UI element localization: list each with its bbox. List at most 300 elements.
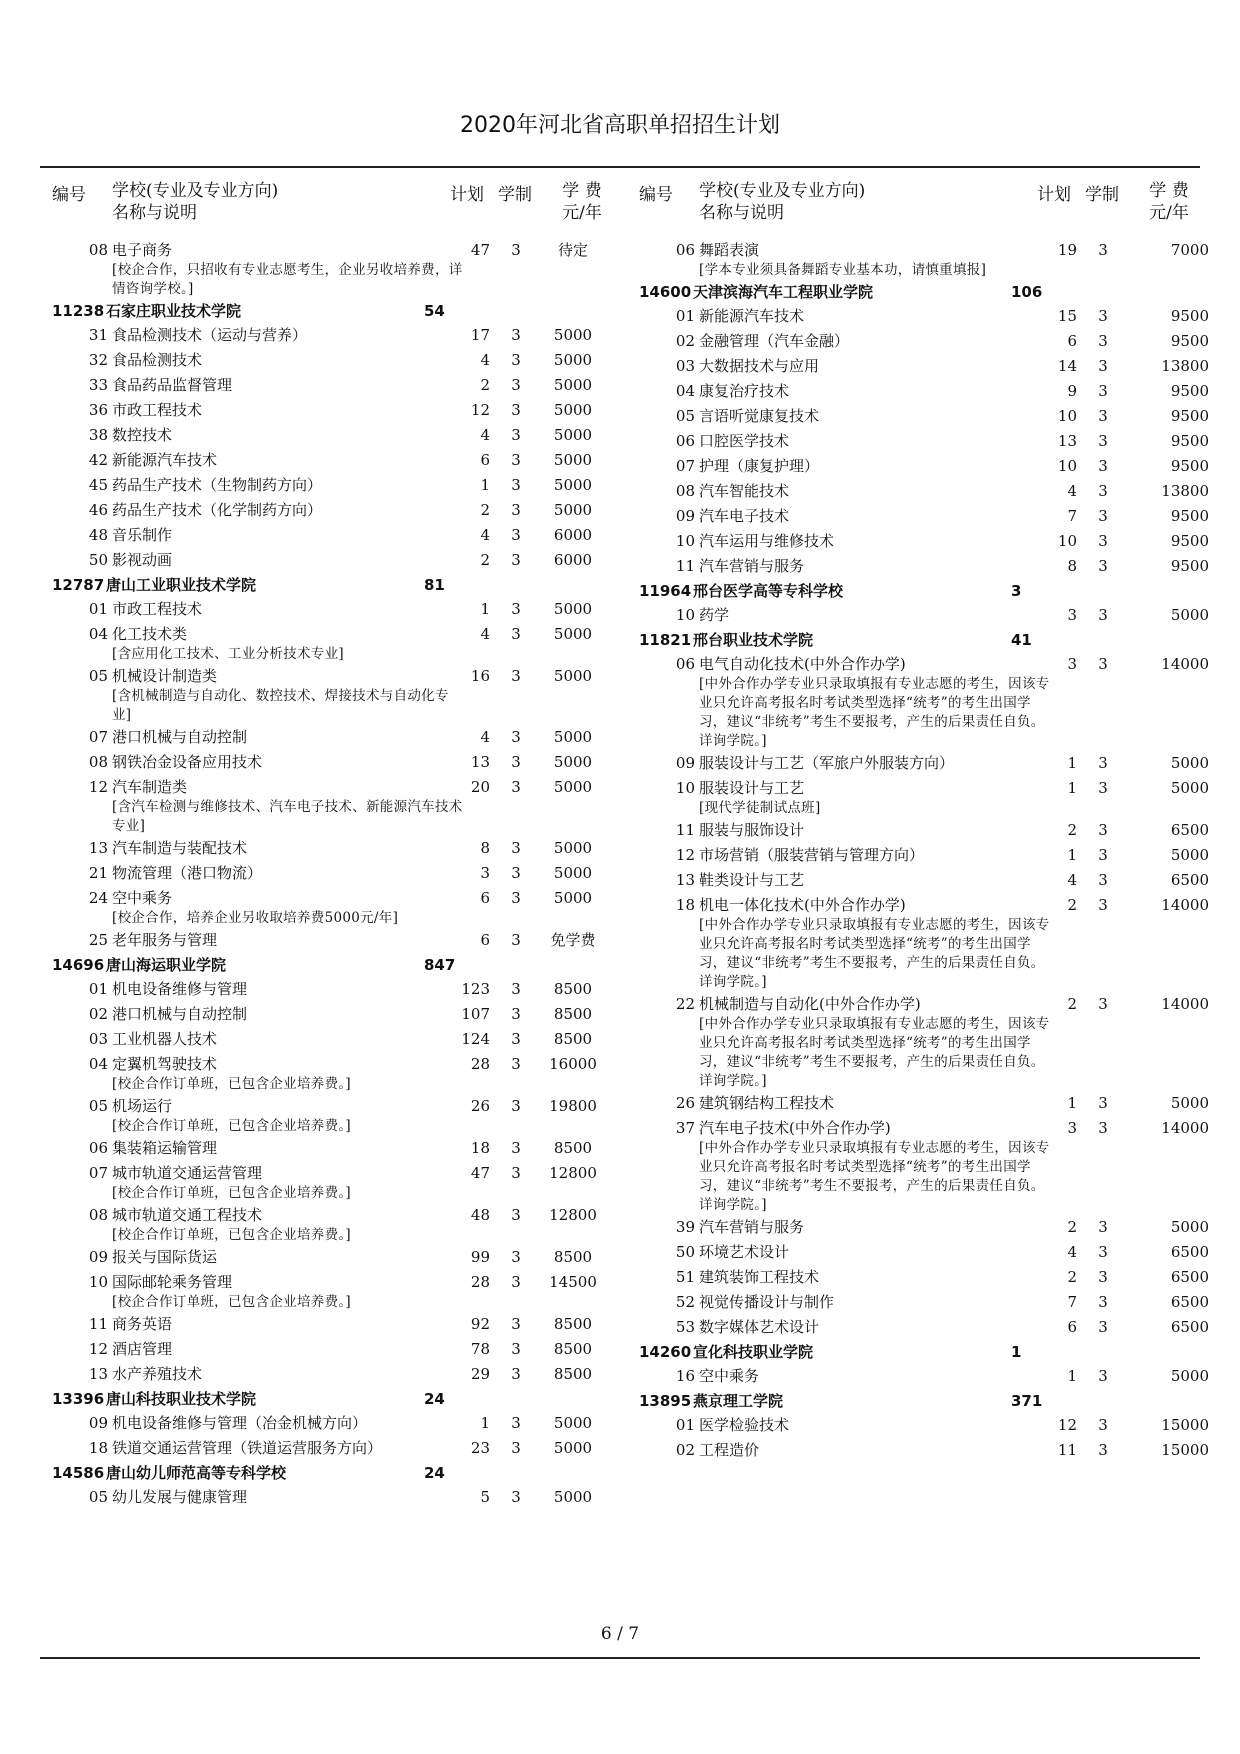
school-row (639, 282, 1224, 306)
program-name: 环境艺术设计 (699, 1243, 790, 1261)
school-id: 14696 (52, 956, 105, 974)
program-fee: 9500 (1170, 407, 1209, 425)
program-plan: 7 (1067, 507, 1077, 525)
program-plan: 11 (1057, 1441, 1077, 1459)
program-plan: 7 (1067, 1293, 1077, 1311)
program-row (52, 450, 637, 475)
program-fee: 14500 (549, 1273, 597, 1291)
program-code: 07 (675, 457, 695, 475)
program-code: 01 (88, 980, 108, 998)
program-years: 3 (1098, 557, 1108, 575)
program-years: 3 (1098, 332, 1108, 350)
program-row (52, 1205, 637, 1245)
program-name: 数字媒体艺术设计 (699, 1318, 820, 1336)
header-no: 编号 (52, 185, 86, 205)
program-plan: 48 (470, 1206, 490, 1224)
program-code: 02 (88, 1005, 108, 1023)
program-name: 汽车制造类 (112, 778, 188, 796)
program-fee: 5000 (553, 476, 593, 494)
school-name: 天津滨海汽车工程职业学院 (693, 283, 874, 301)
program-plan: 28 (470, 1055, 490, 1073)
program-code: 45 (88, 476, 108, 494)
program-fee: 5000 (1170, 1094, 1209, 1112)
footer-rule (40, 1657, 1200, 1659)
program-note: [学本专业须具备舞蹈专业基本功，请慎重填报] (699, 262, 987, 278)
program-row (52, 240, 637, 299)
program-plan: 2 (1067, 995, 1077, 1013)
program-fee: 5000 (1170, 779, 1209, 797)
school-plan: 41 (1011, 631, 1032, 649)
program-name: 金融管理（汽车金融） (699, 332, 850, 350)
left-rows (52, 240, 637, 1512)
program-plan: 1 (1067, 754, 1077, 772)
program-code: 51 (675, 1268, 695, 1286)
program-code: 08 (675, 482, 695, 500)
program-plan: 4 (480, 526, 490, 544)
school-row (639, 1342, 1224, 1366)
program-years: 3 (511, 376, 521, 394)
program-name: 机械制造与自动化(中外合作办学) (699, 995, 921, 1013)
program-name: 口腔医学技术 (699, 432, 790, 450)
program-row (639, 1242, 1224, 1267)
program-name: 汽车电子技术 (699, 507, 790, 525)
program-code: 13 (88, 839, 108, 857)
program-years: 3 (1098, 871, 1108, 889)
school-name: 宣化科技职业学院 (693, 1343, 814, 1361)
program-plan: 3 (480, 864, 490, 882)
program-name: 市政工程技术 (112, 401, 203, 419)
program-name: 汽车营销与服务 (699, 557, 805, 575)
program-plan: 3 (1067, 1119, 1077, 1137)
program-years: 3 (1098, 241, 1108, 259)
program-name: 空中乘务 (699, 1367, 760, 1385)
program-plan: 1 (1067, 779, 1077, 797)
program-name: 幼儿发展与健康管理 (112, 1488, 248, 1506)
program-row (52, 475, 637, 500)
program-fee: 5000 (553, 1439, 593, 1457)
program-fee: 14000 (1161, 896, 1209, 914)
program-row (52, 1413, 637, 1438)
program-plan: 6 (480, 889, 490, 907)
program-code: 02 (675, 332, 695, 350)
program-name: 视觉传播设计与制作 (699, 1293, 835, 1311)
program-plan: 107 (461, 1005, 490, 1023)
program-name: 食品检测技术（运动与营养） (112, 326, 308, 344)
program-name: 药品生产技术（化学制药方向） (112, 501, 323, 519)
program-code: 52 (675, 1293, 695, 1311)
program-code: 05 (675, 407, 695, 425)
program-fee: 5000 (553, 728, 593, 746)
program-name: 汽车制造与装配技术 (112, 839, 248, 857)
program-code: 16 (675, 1367, 695, 1385)
program-code: 09 (88, 1248, 108, 1266)
program-name: 报关与国际货运 (112, 1248, 218, 1266)
program-note: [校企合作订单班，已包含企业培养费。] (112, 1227, 351, 1243)
program-row (52, 666, 637, 725)
program-note: [现代学徒制试点班] (699, 800, 821, 816)
program-name: 护理（康复护理） (699, 457, 820, 475)
program-years: 3 (511, 551, 521, 569)
program-row (52, 727, 637, 752)
program-name: 工业机器人技术 (112, 1030, 218, 1048)
program-row (639, 870, 1224, 895)
program-years: 3 (511, 980, 521, 998)
program-fee: 9500 (1170, 532, 1209, 550)
program-fee: 14000 (1161, 655, 1209, 673)
program-years: 3 (1098, 1367, 1108, 1385)
program-code: 12 (675, 846, 695, 864)
program-code: 10 (88, 1273, 108, 1291)
program-row (52, 863, 637, 888)
header-name: 学校(专业及专业方向) 名称与说明 (699, 181, 866, 223)
program-name: 汽车运用与维修技术 (699, 532, 835, 550)
program-row (639, 1217, 1224, 1242)
school-row (52, 575, 637, 599)
program-plan: 13 (470, 753, 490, 771)
program-fee: 9500 (1170, 457, 1209, 475)
page-number: 6 / 7 (600, 1624, 640, 1644)
program-years: 3 (511, 1488, 521, 1506)
program-name: 新能源汽车技术 (699, 307, 805, 325)
program-plan: 124 (461, 1030, 490, 1048)
school-plan: 1 (1011, 1343, 1022, 1361)
program-name: 康复治疗技术 (699, 382, 790, 400)
program-row (639, 820, 1224, 845)
program-fee: 5000 (553, 667, 593, 685)
program-years: 3 (511, 1273, 521, 1291)
program-plan: 9 (1067, 382, 1077, 400)
school-name: 唐山幼儿师范高等专科学校 (106, 1464, 287, 1482)
program-plan: 4 (1067, 482, 1077, 500)
program-name: 酒店管理 (112, 1340, 173, 1358)
program-name: 港口机械与自动控制 (112, 1005, 248, 1023)
program-years: 3 (511, 1164, 521, 1182)
program-note: [校企合作，只招收有专业志愿考生，企业另收培养费，详情咨询学校。] (112, 262, 463, 297)
program-name: 建筑装饰工程技术 (699, 1268, 820, 1286)
program-fee: 5000 (553, 326, 593, 344)
program-code: 06 (88, 1139, 108, 1157)
program-row (639, 456, 1224, 481)
program-years: 3 (1098, 407, 1108, 425)
program-plan: 16 (470, 667, 490, 685)
program-plan: 47 (470, 241, 490, 259)
program-row (52, 400, 637, 425)
program-code: 38 (88, 426, 108, 444)
program-name: 服装设计与工艺 (699, 779, 805, 797)
program-code: 42 (88, 451, 108, 469)
program-years: 3 (511, 931, 521, 949)
program-name: 音乐制作 (112, 526, 173, 544)
program-plan: 10 (1057, 407, 1077, 425)
program-name: 水产养殖技术 (112, 1365, 203, 1383)
program-row (52, 930, 637, 955)
program-fee: 5000 (553, 625, 593, 643)
header-plan: 计划 (450, 185, 484, 205)
program-code: 22 (675, 995, 695, 1013)
program-row (52, 752, 637, 777)
program-code: 06 (675, 432, 695, 450)
program-row (52, 1054, 637, 1094)
program-plan: 1 (480, 1414, 490, 1432)
school-id: 13895 (639, 1392, 692, 1410)
program-row (52, 838, 637, 863)
program-row (52, 1247, 637, 1272)
program-code: 09 (675, 754, 695, 772)
program-row (52, 550, 637, 575)
school-id: 11821 (639, 631, 692, 649)
program-years: 3 (511, 476, 521, 494)
program-row (52, 1487, 637, 1512)
program-years: 3 (1098, 532, 1108, 550)
program-code: 03 (88, 1030, 108, 1048)
program-row (639, 1267, 1224, 1292)
program-code: 07 (88, 1164, 108, 1182)
program-row (639, 406, 1224, 431)
school-plan: 24 (424, 1464, 445, 1482)
program-years: 3 (1098, 779, 1108, 797)
program-plan: 4 (480, 351, 490, 369)
program-fee: 5000 (553, 778, 593, 796)
program-fee: 待定 (557, 241, 588, 259)
program-code: 46 (88, 501, 108, 519)
program-fee: 15000 (1161, 1441, 1209, 1459)
program-years: 3 (511, 426, 521, 444)
program-years: 3 (1098, 382, 1108, 400)
school-plan: 54 (424, 302, 445, 320)
program-row (52, 777, 637, 836)
program-years: 3 (511, 351, 521, 369)
program-code: 06 (675, 241, 695, 259)
school-row (52, 1463, 637, 1487)
program-name: 物流管理（港口物流） (112, 864, 263, 882)
program-row (52, 1272, 637, 1312)
program-row (52, 375, 637, 400)
program-fee: 6500 (1170, 821, 1209, 839)
program-name: 数控技术 (112, 426, 173, 444)
program-plan: 4 (1067, 1243, 1077, 1261)
program-plan: 19 (1057, 241, 1077, 259)
school-row (52, 301, 637, 325)
program-name: 电子商务 (112, 241, 173, 259)
program-years: 3 (511, 864, 521, 882)
program-plan: 4 (1067, 871, 1077, 889)
program-name: 机电设备维修与管理 (112, 980, 248, 998)
program-years: 3 (1098, 1243, 1108, 1261)
program-plan: 12 (470, 401, 490, 419)
program-row (639, 531, 1224, 556)
program-years: 3 (1098, 1416, 1108, 1434)
program-code: 10 (675, 779, 695, 797)
program-row (639, 895, 1224, 992)
program-name: 铁道交通运营管理（铁道运营服务方向） (112, 1439, 383, 1457)
program-fee: 19800 (549, 1097, 597, 1115)
program-plan: 3 (1067, 655, 1077, 673)
program-row (52, 624, 637, 664)
program-fee: 6500 (1170, 1293, 1209, 1311)
program-fee: 9500 (1170, 332, 1209, 350)
program-years: 3 (1098, 995, 1108, 1013)
program-code: 01 (88, 600, 108, 618)
school-row (639, 630, 1224, 654)
program-plan: 2 (1067, 1218, 1077, 1236)
program-years: 3 (511, 1439, 521, 1457)
program-name: 汽车电子技术(中外合作办学) (699, 1119, 891, 1137)
program-note: [中外合作办学专业只录取填报有专业志愿的考生，因该专业只允许高考报名时考试类型选择“统考”的考生出国学习，建议“非统考”考生不要报考，产生的后果责任自负。详询学院。] (699, 917, 1050, 990)
program-name: 鞋类设计与工艺 (699, 871, 805, 889)
program-years: 3 (1098, 846, 1108, 864)
program-name: 商务英语 (112, 1315, 173, 1333)
program-plan: 26 (470, 1097, 490, 1115)
program-row (639, 356, 1224, 381)
program-fee: 16000 (549, 1055, 597, 1073)
program-name: 集装箱运输管理 (112, 1139, 218, 1157)
program-plan: 14 (1057, 357, 1077, 375)
program-years: 3 (511, 1340, 521, 1358)
program-plan: 10 (1057, 457, 1077, 475)
right-rows (639, 240, 1224, 1465)
program-years: 3 (1098, 482, 1108, 500)
program-note: [校企合作，培养企业另收取培养费5000元/年] (112, 910, 399, 926)
program-code: 01 (675, 307, 695, 325)
program-row (639, 481, 1224, 506)
program-plan: 6 (480, 931, 490, 949)
program-years: 3 (511, 1248, 521, 1266)
header-fee: 学 费 元/年 (562, 181, 602, 223)
program-plan: 20 (470, 778, 490, 796)
program-row (639, 753, 1224, 778)
program-fee: 6500 (1170, 1268, 1209, 1286)
program-fee: 5000 (1170, 846, 1209, 864)
program-row (639, 240, 1224, 280)
program-row (639, 994, 1224, 1091)
program-note: [校企合作订单班，已包含企业培养费。] (112, 1185, 351, 1201)
program-code: 12 (88, 778, 108, 796)
program-name: 新能源汽车技术 (112, 451, 218, 469)
program-code: 18 (88, 1439, 108, 1457)
program-fee: 9500 (1170, 432, 1209, 450)
program-code: 18 (675, 896, 695, 914)
program-plan: 78 (470, 1340, 490, 1358)
program-fee: 6500 (1170, 871, 1209, 889)
program-years: 3 (1098, 432, 1108, 450)
program-code: 09 (675, 507, 695, 525)
program-fee: 8500 (553, 1340, 593, 1358)
program-years: 3 (511, 1139, 521, 1157)
program-row (52, 1314, 637, 1339)
program-code: 05 (88, 667, 108, 685)
school-name: 石家庄职业技术学院 (106, 302, 242, 320)
program-row (639, 431, 1224, 456)
program-fee: 8500 (553, 1365, 593, 1383)
program-years: 3 (511, 1005, 521, 1023)
program-years: 3 (511, 1365, 521, 1383)
program-years: 3 (511, 753, 521, 771)
program-fee: 5000 (553, 1414, 593, 1432)
program-code: 50 (675, 1243, 695, 1261)
program-note: [校企合作订单班，已包含企业培养费。] (112, 1118, 351, 1134)
program-years: 3 (511, 326, 521, 344)
program-plan: 8 (1067, 557, 1077, 575)
program-fee: 8500 (553, 1030, 593, 1048)
program-fee: 6000 (553, 551, 593, 569)
program-plan: 2 (480, 376, 490, 394)
program-row (52, 1339, 637, 1364)
program-note: [中外合作办学专业只录取填报有专业志愿的考生，因该专业只允许高考报名时考试类型选择“统考”的考生出国学习，建议“非统考”考生不要报考，产生的后果责任自负。详询学院。] (699, 676, 1050, 749)
program-fee: 12800 (549, 1206, 597, 1224)
program-fee: 14000 (1161, 995, 1209, 1013)
program-years: 3 (511, 1097, 521, 1115)
school-row (639, 1391, 1224, 1415)
program-name: 钢铁冶金设备应用技术 (112, 753, 263, 771)
program-row (52, 1138, 637, 1163)
program-code: 07 (88, 728, 108, 746)
header-years: 学制 (1085, 185, 1119, 205)
program-note: [校企合作订单班，已包含企业培养费。] (112, 1076, 351, 1092)
program-name: 老年服务与管理 (112, 931, 218, 949)
header-no: 编号 (639, 185, 673, 205)
program-name: 机电一体化技术(中外合作办学) (699, 896, 906, 914)
program-fee: 5000 (553, 600, 593, 618)
program-years: 3 (1098, 1293, 1108, 1311)
program-name: 服装与服饰设计 (699, 821, 805, 839)
school-plan: 24 (424, 1390, 445, 1408)
program-fee: 9500 (1170, 307, 1209, 325)
program-years: 3 (511, 501, 521, 519)
program-name: 药学 (699, 606, 730, 624)
column-header (52, 180, 637, 238)
program-code: 11 (675, 557, 695, 575)
program-code: 36 (88, 401, 108, 419)
program-row (52, 500, 637, 525)
program-code: 25 (88, 931, 108, 949)
program-plan: 13 (1057, 432, 1077, 450)
school-plan: 106 (1011, 283, 1043, 301)
program-plan: 10 (1057, 532, 1077, 550)
program-plan: 1 (1067, 1367, 1077, 1385)
program-years: 3 (1098, 1119, 1108, 1137)
program-row (52, 325, 637, 350)
program-row (639, 1093, 1224, 1118)
program-years: 3 (511, 1055, 521, 1073)
program-years: 3 (1098, 1268, 1108, 1286)
program-fee: 5000 (553, 351, 593, 369)
program-name: 言语听觉康复技术 (699, 407, 820, 425)
program-row (52, 1004, 637, 1029)
program-name: 影视动画 (112, 551, 173, 569)
program-row (52, 425, 637, 450)
school-id: 14260 (639, 1343, 692, 1361)
program-fee: 6500 (1170, 1243, 1209, 1261)
program-years: 3 (1098, 821, 1108, 839)
program-plan: 6 (1067, 332, 1077, 350)
program-name: 城市轨道交通运营管理 (112, 1164, 263, 1182)
program-code: 05 (88, 1097, 108, 1115)
program-fee: 8500 (553, 1139, 593, 1157)
program-fee: 8500 (553, 1248, 593, 1266)
program-years: 3 (1098, 754, 1108, 772)
program-plan: 2 (480, 501, 490, 519)
program-years: 3 (1098, 606, 1108, 624)
program-name: 港口机械与自动控制 (112, 728, 248, 746)
program-plan: 29 (470, 1365, 490, 1383)
program-row (639, 1415, 1224, 1440)
program-code: 50 (88, 551, 108, 569)
program-code: 13 (675, 871, 695, 889)
program-row (639, 1366, 1224, 1391)
program-row (639, 306, 1224, 331)
program-fee: 13800 (1161, 482, 1209, 500)
program-row (639, 1118, 1224, 1215)
